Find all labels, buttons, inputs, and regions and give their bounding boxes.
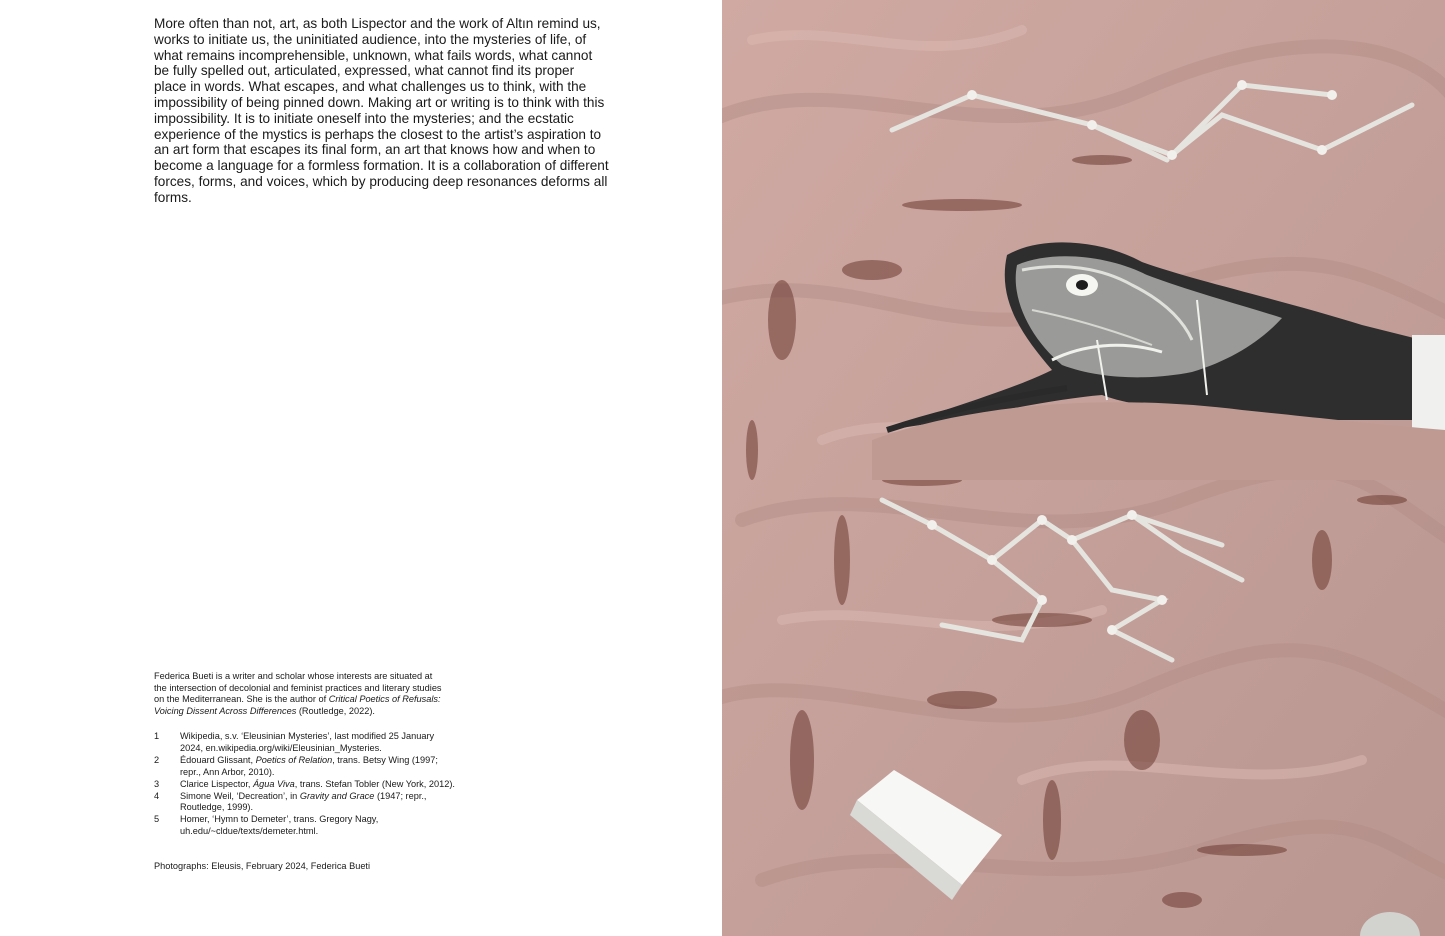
- endnote-part: , trans. Stefan Tobler (New York, 2012).: [294, 778, 455, 789]
- endnote-title: Gravity and Grace: [299, 790, 375, 801]
- endnote-part: Simone Weil, ‘Decreation’, in: [180, 790, 300, 801]
- endnote-text: [180, 779, 459, 791]
- endnote-text: [180, 755, 459, 779]
- collage-artwork: [722, 0, 1445, 936]
- endnotes: [154, 731, 459, 838]
- endnote-part: Clarice Lispector,: [180, 778, 254, 789]
- left-page: [0, 0, 722, 936]
- endnote-number: 4: [154, 790, 160, 801]
- endnote-part: , trans. Betsy Wing (1997; repr., Ann Arbor, 2010).: [180, 754, 438, 777]
- endnote-title: Água Viva: [253, 778, 295, 789]
- endnote-part: Wikipedia, s.v. ‘Eleusinian Mysteries’, last modified 25 January 2024, en.wikipedia.org/wiki/Eleusinian_Mysteries.: [180, 731, 435, 753]
- bio-text-end: (Routledge, 2022).: [296, 706, 375, 717]
- endnote-number: 1: [154, 731, 160, 741]
- endnote-part: Édouard Glissant,: [180, 754, 256, 765]
- endnote-part: Homer, ‘Hymn to Demeter’, trans. Gregory Nagy, uh.edu/~cldue/texts/demeter.html.: [180, 814, 379, 837]
- endnote-text: [180, 731, 459, 755]
- bio-text: Federica Bueti is a writer and scholar whose interests are situated at the intersection of decolonial and feminist practices and literary studies on the Mediterranean. She is the author of: [154, 671, 442, 705]
- endnote-part: (1947; repr., Routledge, 1999).: [180, 790, 427, 813]
- endnote-text: [180, 814, 459, 838]
- bio-book-title: Critical Poetics of Refusals: Voicing Dissent Across Differences: [154, 694, 441, 717]
- essay-paragraph: More often than not, art, as both Lispector and the work of Altın remind us, works to initiate us, the uninitiated audience, into the mysteries of life, of what remains incomprehensible, unknown, what fails words, what cannot be fully spelled out, articulated, expressed, what cannot find its proper place in words. What escapes, and what challenges us to think, with the impossibility of being pinned down. Making art or writing is to think with this impossibility. It is to initiate oneself into the mysteries; and the ecstatic experience of the mystics is perhaps the closest to the artist’s aspiration to an art form that escapes its final form, an art that knows how and when to become a language for a formless formation. It is a collaboration of different forces, forms, and voices, which by producing deep resonances deforms all forms.: [154, 16, 609, 205]
- endnote: [154, 791, 459, 815]
- endnote-text: [180, 791, 459, 815]
- author-bio: [154, 671, 446, 718]
- endnote: [154, 814, 459, 838]
- endnote: [154, 779, 459, 791]
- endnote-title: Poetics of Relation: [255, 754, 333, 765]
- endnote-number: 3: [154, 778, 160, 789]
- endnote: [154, 755, 459, 779]
- photo-credit: Photographs: Eleusis, February 2024, Federica Bueti: [154, 861, 371, 871]
- collage-photo: [722, 0, 1445, 936]
- endnote-number: 5: [154, 814, 160, 825]
- endnote-number: 2: [154, 754, 160, 765]
- endnote: [154, 731, 459, 755]
